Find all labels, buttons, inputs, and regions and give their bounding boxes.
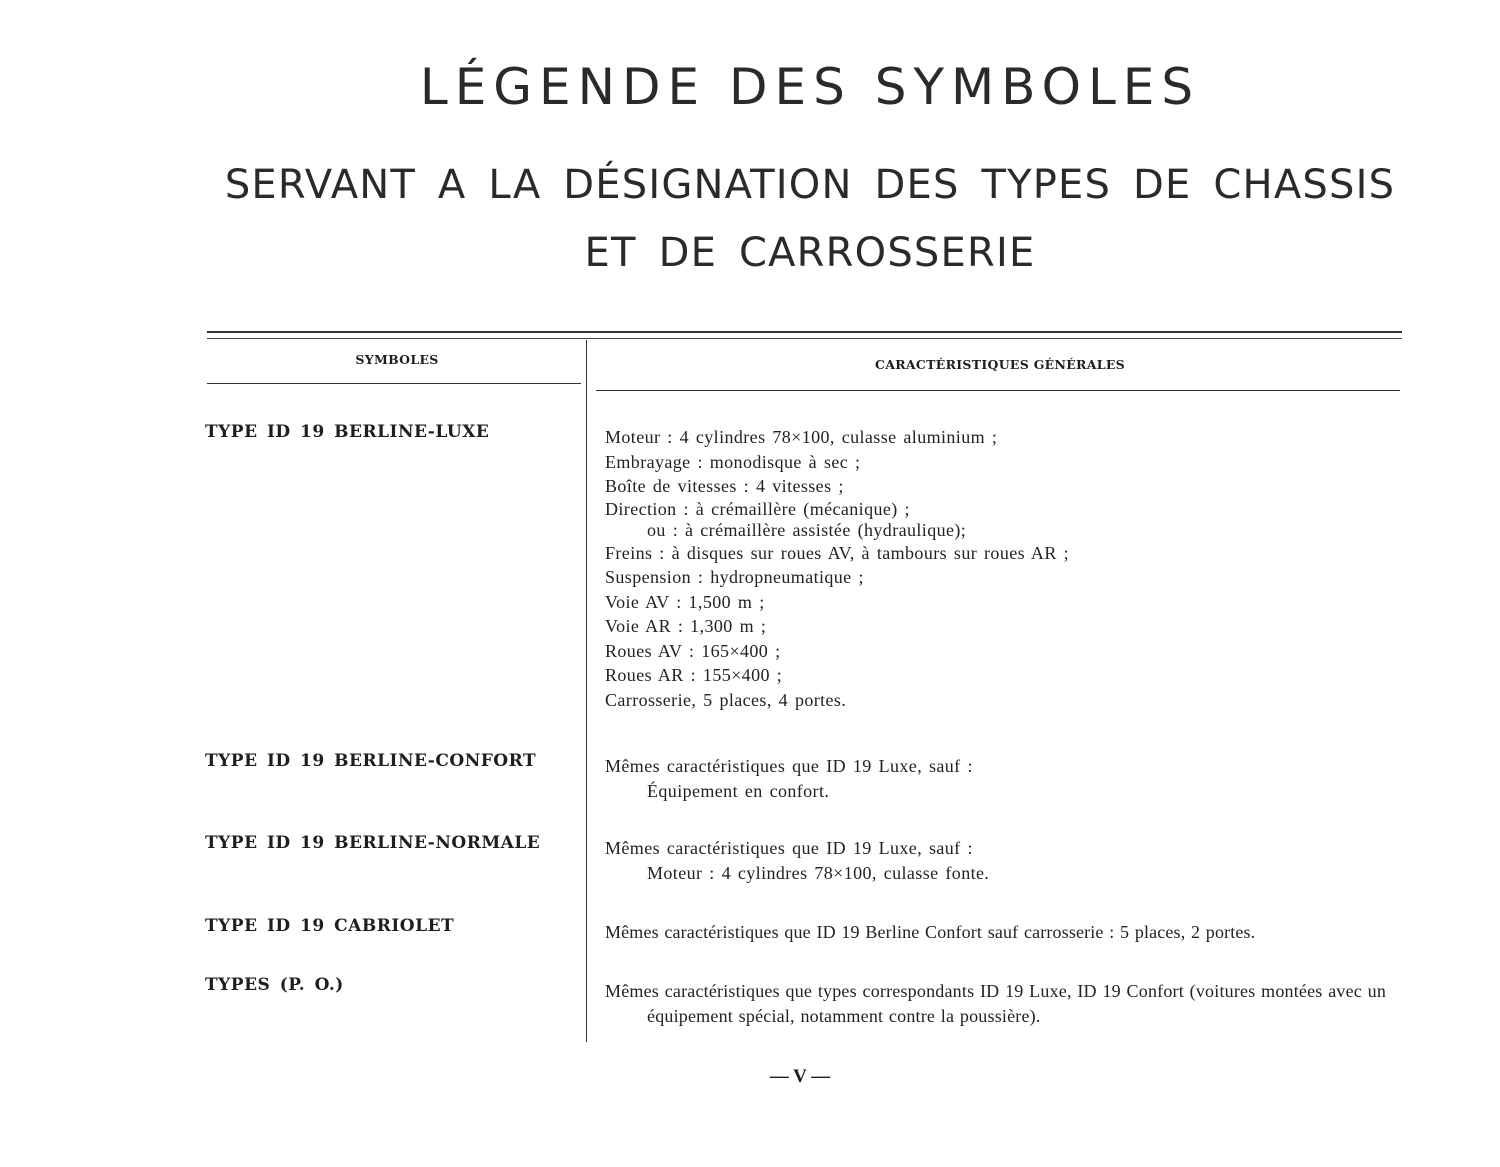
spec-line: Mêmes caractéristiques que types correspondants ID 19 Luxe, ID 19 Confort (voitures montées avec un équipement spécial, notamment contre la poussière). — [605, 981, 1387, 1026]
spec-line: Mêmes caractéristiques que ID 19 Luxe, sauf : — [605, 756, 973, 776]
page-subtitle-line-2: ET DE CARROSSERIE — [584, 230, 1036, 276]
spec-line: Voie AV : 1,500 m ; — [605, 591, 765, 612]
characteristics-types-po — [605, 979, 1405, 1028]
spec-line: Équipement en confort. — [647, 780, 830, 801]
characteristics-cabriolet — [605, 920, 1405, 945]
symbol-berline-confort: TYPE ID 19 BERLINE-CONFORT — [205, 751, 537, 771]
column-header-characteristics: CARACTÉRISTIQUES GÉNÉRALES — [874, 357, 1125, 372]
spec-line: Carrosserie, 5 places, 4 portes. — [605, 689, 847, 710]
spec-line: ou : à crémaillère assistée (hydraulique); — [647, 519, 967, 540]
page-title: LÉGENDE DES SYMBOLES — [419, 58, 1201, 116]
characteristics-berline-normale — [605, 836, 1405, 885]
characteristics-berline-luxe — [605, 425, 1405, 712]
spec-line: Roues AV : 165×400 ; — [605, 640, 781, 661]
spec-line: Roues AR : 155×400 ; — [605, 665, 783, 685]
spec-line: Moteur : 4 cylindres 78×100, culasse fonte. — [647, 862, 990, 883]
symbols-header-rule — [207, 383, 581, 384]
column-divider — [586, 340, 587, 1042]
table-top-rule — [207, 331, 1402, 333]
spec-line: Embrayage : monodisque à sec ; — [605, 451, 861, 472]
symbol-berline-luxe: TYPE ID 19 BERLINE-LUXE — [205, 422, 490, 442]
spec-line: Suspension : hydropneumatique ; — [605, 567, 864, 587]
symbol-cabriolet: TYPE ID 19 CABRIOLET — [205, 916, 455, 936]
spec-line: Freins : à disques sur roues AV, à tambours sur roues AR ; — [605, 542, 1070, 563]
spec-line: Voie AR : 1,300 m ; — [605, 616, 767, 636]
spec-line: Boîte de vitesses : 4 vitesses ; — [605, 476, 844, 496]
spec-line: Moteur : 4 cylindres 78×100, culasse aluminium ; — [605, 427, 998, 447]
spec-line: Mêmes caractéristiques que ID 19 Luxe, sauf : — [605, 838, 973, 858]
table-top-rule-thin — [207, 338, 1402, 339]
page-subtitle-line-1: SERVANT A LA DÉSIGNATION DES TYPES DE CHASSIS — [224, 162, 1396, 208]
page-number: — V — — [769, 1066, 831, 1087]
column-header-symbols: SYMBOLES — [355, 352, 439, 367]
spec-line: Mêmes caractéristiques que ID 19 Berline Confort sauf carrosserie : 5 places, 2 portes. — [605, 922, 1256, 942]
characteristics-berline-confort — [605, 754, 1405, 803]
characteristics-header-rule — [596, 390, 1400, 391]
symbol-berline-normale: TYPE ID 19 BERLINE-NORMALE — [205, 833, 541, 853]
symbol-types-po: TYPES (P. O.) — [205, 975, 344, 995]
spec-line: Direction : à crémaillère (mécanique) ; — [605, 498, 910, 519]
